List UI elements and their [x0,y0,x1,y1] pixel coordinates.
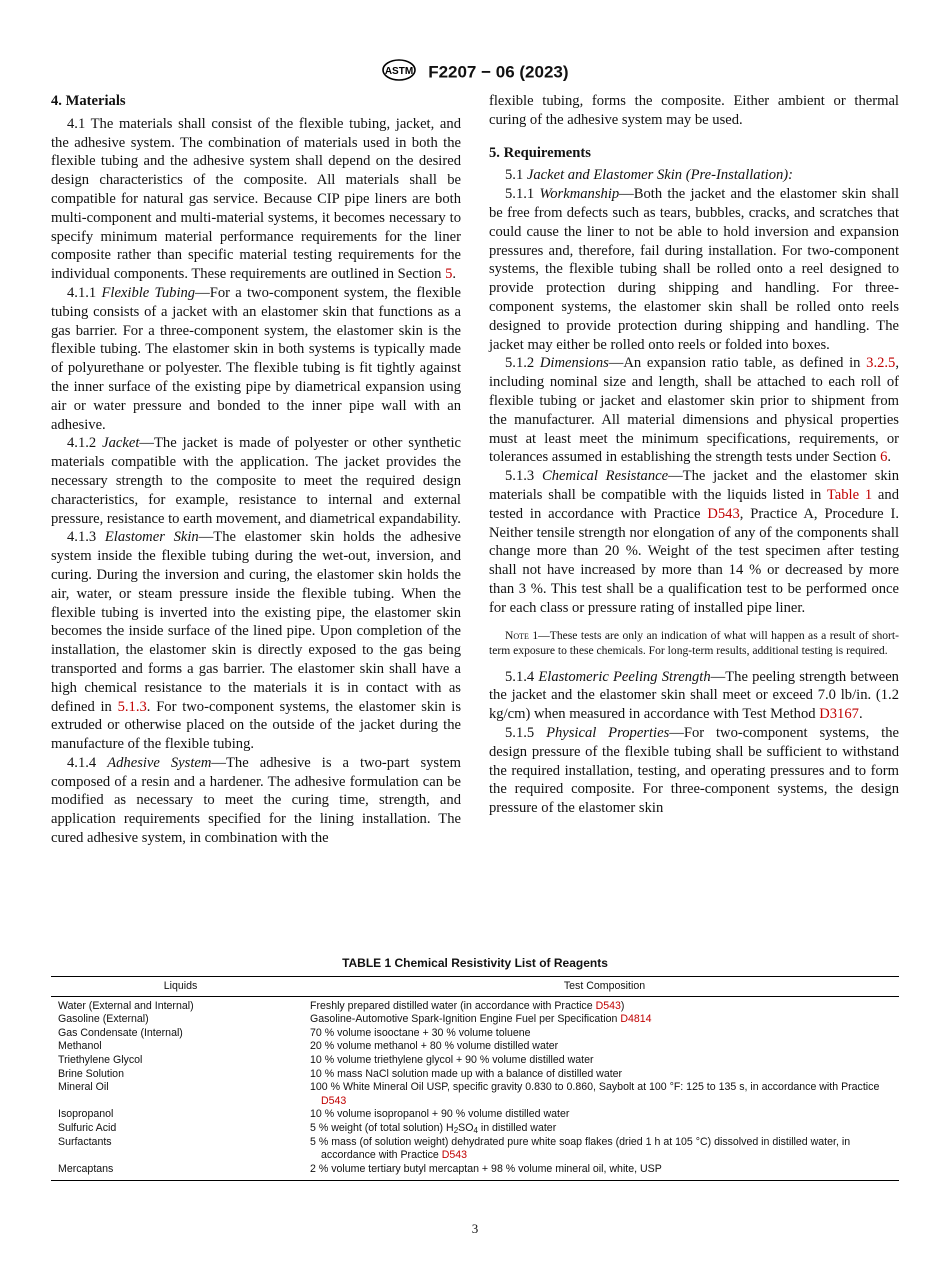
table-1 [51,956,899,1181]
section-3-2-5-link[interactable]: 3.2.5 [866,355,896,372]
d543-link[interactable]: D543 [707,505,740,522]
section-5-1-3-link[interactable]: 5.1.3 [117,698,147,715]
section-4-heading: 4. Materials [51,93,126,109]
svg-text:ASTM: ASTM [385,66,414,77]
reagents-table [51,976,899,1181]
table-1-link[interactable]: Table 1 [826,486,873,503]
paragraph-5-1-2: 5.1.2 Dimensions—An expansion ratio table, as defined in 3.2.5, including nominal size and length, shall be attached to each roll of flexible tubing or jacket and elastomer skin prior to shipment from the manufacturer. All material dimensions and physical properties must at least meet the minimum specifications, requirements, or tolerances assumed in establishing the strength tests under Section 6. [489,355,899,466]
d543-link[interactable]: D543 [321,1094,347,1107]
paragraph-4-1-3: 4.1.3 Elastomer Skin—The elastomer skin holds the adhesive system inside the flexible tubing during the wet-out, inversion, and curing. During the inversion and curing, the elastomer skin holds the air, water, or steam pressure inside the flexible tubing. When the flexible tubing is inverted into the existing pipe, the elastomer skin becomes the inside surface of the lined pipe. Upon completion of the installation, the elastomer skin is directly exposed to the gas being transported and forms a gas barrier. The elastomer skin shall have a high chemical resistance to the materials it is in contact with as defined in 5.1.3. For two-component systems, the elastomer skin is extruded or otherwise placed on the outside of the jacket during the manufacture of the flexible tubing. [51,529,461,753]
note-1: Note 1—These tests are only an indication of what will happen as a result of short-term exposure to these chemicals. For long-term results, additional testing is required. [489,628,900,657]
page-number: 3 [471,1221,479,1236]
right-column [489,92,899,818]
d543-link[interactable]: D543 [441,1149,468,1162]
table-row: Mineral Oil 100 % White Mineral Oil USP, specific gravity 0.830 to 0.860, Saybolt at 100 °F: 125 to 135 s, in accordance with Practice D543 [58,1081,880,1107]
left-column [51,92,461,848]
table-row: Brine Solution 10 % mass NaCl solution made up with a balance of distilled water [58,1067,623,1080]
table-row: Gas Condensate (Internal) 70 % volume isooctane + 30 % volume toluene [58,1026,531,1039]
d543-link[interactable]: D543 [595,999,621,1012]
paragraph-5-1: 5.1 Jacket and Elastomer Skin (Pre-Installation): [505,167,794,184]
paragraph-4-1-1: 4.1.1 Flexible Tubing—For a two-component system, the flexible tubing consists of a jacket with an elastomer skin that functions as a gas barrier. For a three-component system, the elastomer skin is the flexible tubing. The elastomer skin in both systems is typically made of polyurethane or polyester. The flexible tubing is fit tightly against the inner surface of the existing pipe by diametrical expansion using air or water pressure and bonded to the inner pipe wall with an adhesive. [51,284,461,433]
table-title: TABLE 1 Chemical Resistivity List of Reagents [342,956,608,970]
paragraph-5-1-3: 5.1.3 Chemical Resistance—The jacket and the elastomer skin materials shall be compatible with the liquids listed in Table 1 and tested in accordance with Practice D543, Practice A, Procedure I. Neither tensile strength nor elongation of any of the components shall change more than 20 %. Weight of the test specimen after testing shall not have increased by more than 14 % or decreased by more than 3 %. This test shall be a qualification test to be performed once for each class or pressure rating of installed pipe liner. [489,468,899,616]
paragraph-5-1-5: 5.1.5 Physical Properties—For two-component systems, the design pressure of the flexible tubing shall be sufficient to withstand the required installation, testing, and operating pressures and to form the required composite. For three-component systems, the design pressure of the elastomer skin [489,724,900,817]
paragraph-4-1-4: 4.1.4 Adhesive System—The adhesive is a two-part system composed of a resin and a hardener. The adhesive formulation can be modified as necessary to meet the curing time, strength, and application requirements specified for the lining installation. The cured adhesive system, in combination with the [51,754,461,847]
column-header-test-composition: Test Composition [310,977,899,997]
table-row: Sulfuric Acid 5 % weight (of total solution) $H_2SO_4$ in distilled water [58,1121,557,1135]
astm-logo-icon [381,58,417,87]
d3167-link[interactable]: D3167 [819,706,859,723]
section-6-link[interactable]: 6 [880,449,888,466]
column-header-liquids: Liquids [51,977,310,997]
section-5-link[interactable]: 5 [445,266,453,283]
standard-designation: F2207 − 06 (2023) [428,62,569,82]
table-row: Mercaptans 2 % volume tertiary butyl mercaptan + 98 % volume mineral oil, white, USP [51,1163,899,1181]
paragraph-4-1-2: 4.1.2 Jacket—The jacket is made of polyester or other synthetic materials compatible with the application. The jacket provides the necessary strength to the composite to meet the required design characteristics, for example, resistance to internal and external pressure, resistance to earth movement, and diametrical expandability. [51,435,461,527]
table-row: Gasoline (External) Gasoline-Automotive Spark-Ignition Engine Fuel per Specification D4814 [58,1013,652,1026]
table-row: Isopropanol 10 % volume isopropanol + 90 % volume distilled water [58,1108,570,1121]
page-header [0,58,950,87]
table-row: Water (External and Internal) Freshly prepared distilled water (in accordance with Practice D543) [58,999,625,1012]
table-row: Surfactants 5 % mass (of solution weight) dehydrated pure white soap flakes (dried 1 h at 105 °C) dissolved in distilled water, in accordance with Practice D543 [58,1135,851,1162]
table-row: Triethylene Glycol 10 % volume triethylene glycol + 90 % volume distilled water [58,1053,594,1066]
d4814-link[interactable]: D4814 [620,1013,652,1026]
section-5-heading: 5. Requirements [489,144,591,161]
paragraph-5-1-4: 5.1.4 Elastomeric Peeling Strength—The peeling strength between the jacket and the elastomer skin shall meet or exceed 7.0 lb/in. (1.2 kg/cm) when measured in accordance with Test Method D3167. [489,668,899,723]
paragraph-4-1-4-continued: flexible tubing, forms the composite. Either ambient or thermal curing of the adhesive system may be used. [489,93,899,128]
paragraph-4-1: 4.1 The materials shall consist of the flexible tubing, jacket, and the adhesive system. The combination of materials used in both the flexible tubing and the adhesive system shall depend on the desired design characteristics of the composite. All materials shall be compatible for natural gas service. Because CIP pipe liners are both multi-component and multi-material systems, it becomes necessary to specify minimum material performance requirements for the liner composite rather than specific material testing requirements for the individual components. These requirements are outlined in Section 5. [51,115,461,283]
table-row: Methanol 20 % volume methanol + 80 % volume distilled water [58,1040,559,1053]
paragraph-5-1-1: 5.1.1 Workmanship—Both the jacket and the elastomer skin shall be free from defects such as tears, bubbles, cracks, and scratches that could cause the liner to not be able to hold inversion and expansion pressures and, therefore, fail during installation. For two-component systems, the flexible tubing shall be rolled onto a reel designed to provide protection during shipping and handling. For three-component systems, the elastomer skin shall be rolled onto reels designed to provide protection during shipping and handling. The jacket may either be rolled onto reels or folded into boxes. [489,186,900,353]
